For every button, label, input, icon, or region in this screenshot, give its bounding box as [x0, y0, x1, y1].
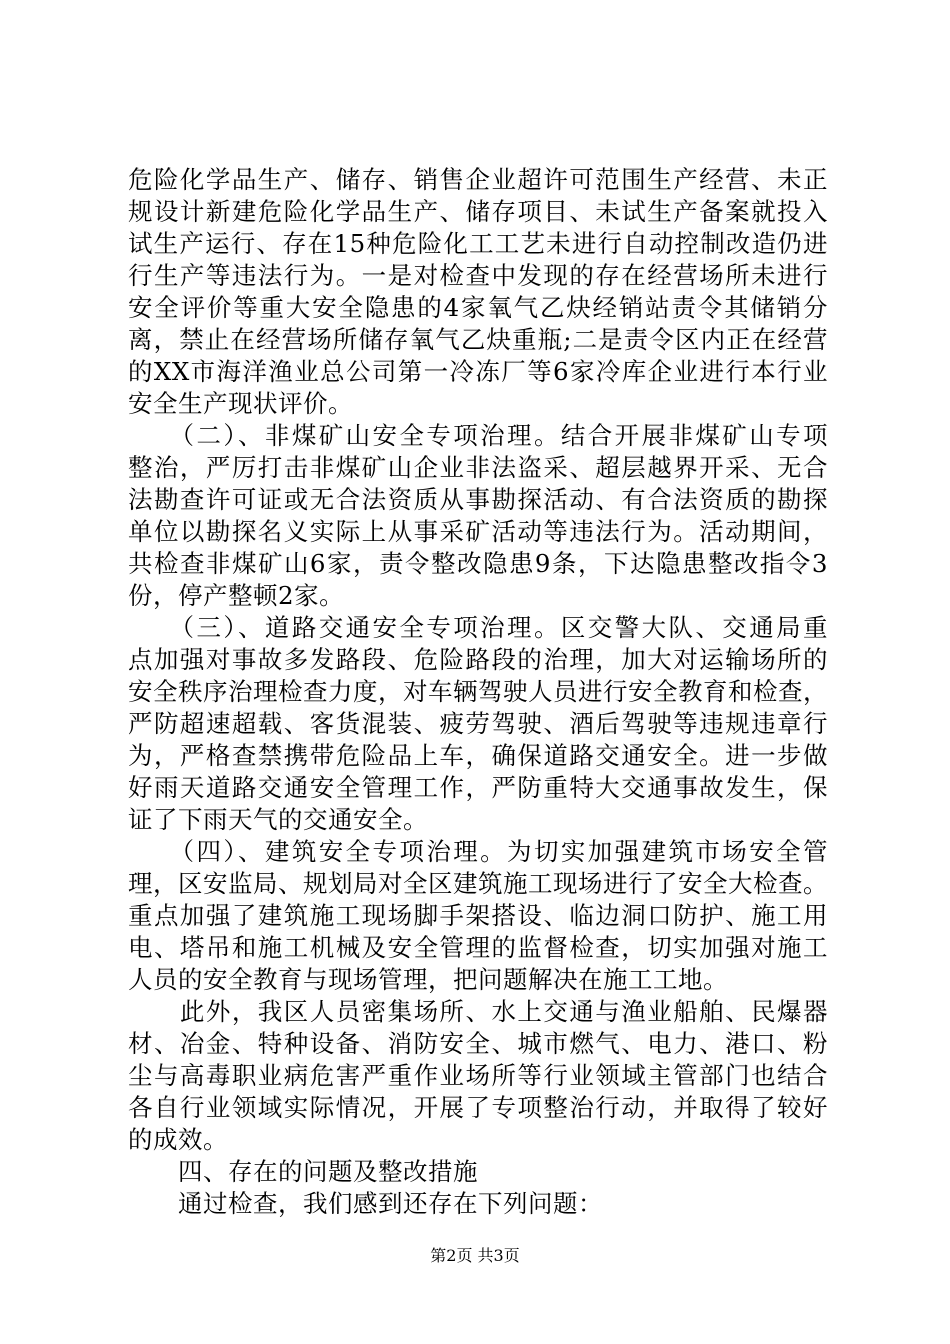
text-line: 此外，我区人员密集场所、水上交通与渔业船舶、民爆器	[128, 997, 828, 1026]
text-line: （二）、非煤矿山安全专项治理。结合开展非煤矿山专项	[128, 421, 828, 450]
text-line: 规设计新建危险化学品生产、储存项目、未试生产备案就投入	[128, 197, 828, 226]
text-line: 的XX市海洋渔业总公司第一冷冻厂等6家冷库企业进行本行业	[128, 357, 828, 386]
text-line: 份，停产整顿2家。	[128, 581, 345, 610]
text-line: 四、存在的问题及整改措施	[128, 1157, 478, 1186]
text-line: 共检查非煤矿山6家，责令整改隐患9条，下达隐患整改指令3	[128, 549, 828, 578]
text-line: 电、塔吊和施工机械及安全管理的监督检查，切实加强对施工	[128, 933, 828, 962]
text-line: 的成效。	[128, 1125, 228, 1154]
text-line: 安全生产现状评价。	[128, 389, 353, 418]
document-body	[128, 164, 828, 1220]
text-line: 安全评价等重大安全隐患的4家氧气乙炔经销站责令其储销分	[128, 293, 828, 322]
text-line: 理，区安监局、规划局对全区建筑施工现场进行了安全大检查。	[128, 869, 828, 898]
text-line: 尘与高毒职业病危害严重作业场所等行业领域主管部门也结合	[128, 1061, 828, 1090]
text-line: 人员的安全教育与现场管理，把问题解决在施工工地。	[128, 965, 728, 994]
text-line: 重点加强了建筑施工现场脚手架搭设、临边洞口防护、施工用	[128, 901, 828, 930]
text-line: 为，严格查禁携带危险品上车，确保道路交通安全。进一步做	[128, 741, 828, 770]
text-line: 材、冶金、特种设备、消防安全、城市燃气、电力、港口、粉	[128, 1029, 828, 1058]
text-line: 行生产等违法行为。一是对检查中发现的存在经营场所未进行	[128, 261, 828, 290]
text-line: 单位以勘探名义实际上从事采矿活动等违法行为。活动期间，	[128, 517, 828, 546]
text-line: 好雨天道路交通安全管理工作，严防重特大交通事故发生，保	[128, 773, 828, 802]
text-line: 法勘查许可证或无合法资质从事勘探活动、有合法资质的勘探	[128, 485, 828, 514]
text-line: 安全秩序治理检查力度，对车辆驾驶人员进行安全教育和检查，	[128, 677, 828, 706]
text-line: （四）、建筑安全专项治理。为切实加强建筑市场安全管	[128, 837, 828, 866]
text-line: 离，禁止在经营场所储存氧气乙炔重瓶;二是责令区内正在经营	[128, 325, 828, 354]
text-line: 证了下雨天气的交通安全。	[128, 805, 428, 834]
text-line: 危险化学品生产、储存、销售企业超许可范围生产经营、未正	[128, 165, 828, 194]
text-line: 严防超速超载、客货混装、疲劳驾驶、酒后驾驶等违规违章行	[128, 709, 828, 738]
text-line: 各自行业领域实际情况，开展了专项整治行动，并取得了较好	[128, 1093, 828, 1122]
text-line: 通过检查，我们感到还存在下列问题：	[128, 1189, 603, 1218]
text-line: 试生产运行、存在15种危险化工工艺未进行自动控制改造仍进	[128, 229, 828, 258]
text-line: 点加强对事故多发路段、危险路段的治理，加大对运输场所的	[128, 645, 828, 674]
text-line: （三）、道路交通安全专项治理。区交警大队、交通局重	[128, 613, 828, 642]
page-footer: 第2页 共3页	[430, 1246, 520, 1265]
text-line: 整治，严厉打击非煤矿山企业非法盗采、超层越界开采、无合	[128, 453, 828, 482]
